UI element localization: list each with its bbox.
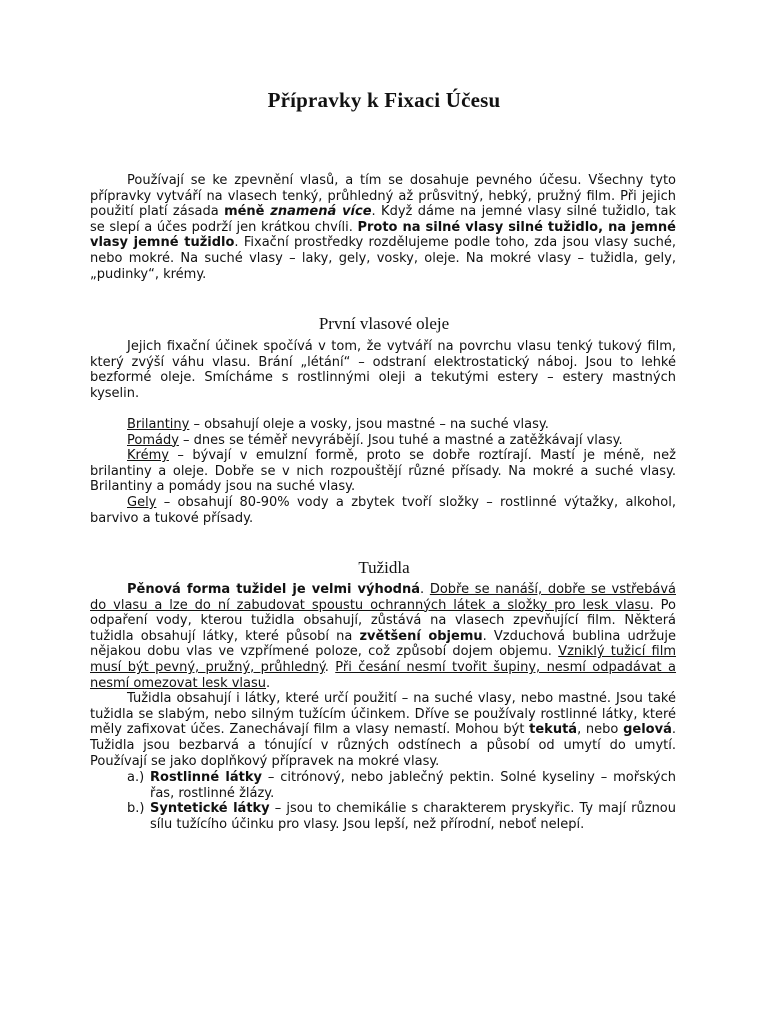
list-item-kremy: Krémy – bývají v emulzní formě, proto se dobře roztírají. Mastí je méně, než brilantiny a oleje. Dobře se v nich rozpouštějí různé přísady. Na mokré a suché vlasy. Brilantiny a pomády jsou na suché vlasy. [90, 448, 676, 495]
list-item-pomady: Pomády – dnes se téměř nevyrábějí. Jsou tuhé a mastné a zatěžkávají vlasy. [127, 432, 623, 448]
list-item-gely: Gely – obsahují 80-90% vody a zbytek tvoří složky – rostlinné výtažky, alkohol, barvivo a tukové přísady. [90, 494, 676, 526]
tuzidla-paragraph-1: Pěnová forma tužidel je velmi výhodná. Dobře se nanáší, dobře se vstřebává do vlasu a lze do ní zabudovat spoustu ochranných látek a složky pro lesk vlasu. Po odpaření vody, kterou tužidla obsahují, zůstává na vlasech zpevňující film. Některá tužidla obsahují látky, které působí na zvětšení objemu. Vzduchová bublina udržuje nějakou dobu vlas ve vzpřímené poloze, což způsobí dojem objemu. Vzniklý tužicí film musí být pevný, pružný, průhledný. Při česání nesmí tvořit šupiny, nesmí odpadávat a nesmí omezovat lesk vlasu. [90, 582, 677, 691]
page-title: Přípravky k Fixaci Účesu [267, 88, 501, 112]
substance-list [127, 770, 676, 832]
list-item-brilantiny: Brilantiny – obsahují oleje a vosky, jsou mastné – na suché vlasy. [127, 416, 549, 432]
list-marker: b.) [127, 801, 145, 817]
list-item-synteticke: b.) Syntetické látky – jsou to chemikálie s charakterem pryskyřic. Ty mají různou sílu tužícího účinku pro vlasy. Jsou lepší, než přírodní, neboť nelepí. [127, 801, 677, 832]
oils-paragraph: Jejich fixační účinek spočívá v tom, že vytváří na povrchu vlasu tenký tukový film, který zvýší váhu vlasu. Brání „létání“ – odstraní elektrostatický náboj. Jsou to lehké bezformé oleje. Smícháme s rostlinnými oleji a tekutými estery – estery mastných kyselin. [90, 339, 676, 401]
list-marker: a.) [127, 770, 145, 785]
section-heading-oils: První vlasové oleje [318, 314, 450, 333]
list-item-rostlinne: a.) Rostlinné látky – citrónový, nebo jablečný pektin. Solné kyseliny – mořských řas, rostlinné žlázy. [127, 770, 676, 801]
intro-text: Používají se ke zpevnění vlasů, a tím se dosahuje pevného účesu. Všechny tyto přípravky vytváří na vlasech tenký, průhledný až průsvitný, hebký, pružný film. Při jejich použití platí zásada méně znamená více. Když dáme na jemné vlasy silné tužidlo, tak se slepí a účes podrží jen krátkou chvíli. Proto na silné vlasy silné tužidlo, na jemné vlasy jemné tužidlo. Fixační prostředky rozdělujeme podle toho, zda jsou vlasy suché, nebo mokré. Na suché vlasy – laky, gely, vosky, oleje. Na mokré vlasy – tužidla, gely, „pudinky“, krémy. [90, 173, 677, 282]
tuzidla-paragraph-2: Tužidla obsahují i látky, které určí použití – na suché vlasy, nebo mastné. Jsou také tužidla se slabým, nebo silným tužícím účinkem. Dříve se používaly rostlinné látky, které měly zafixovat účes. Zanechávají film a vlasy nemastí. Mohou být tekutá, nebo gelová. Tužidla jsou bezbarvá a tónující v různých odstínech a působí od umytí do umytí. Používají se jako doplňkový přípravek na mokré vlasy. [90, 691, 676, 769]
section-oils-body [90, 339, 676, 526]
intro-paragraph [90, 173, 676, 282]
section-heading-tuzidla: Tužidla [358, 558, 410, 577]
section-tuzidla-body [90, 582, 676, 769]
